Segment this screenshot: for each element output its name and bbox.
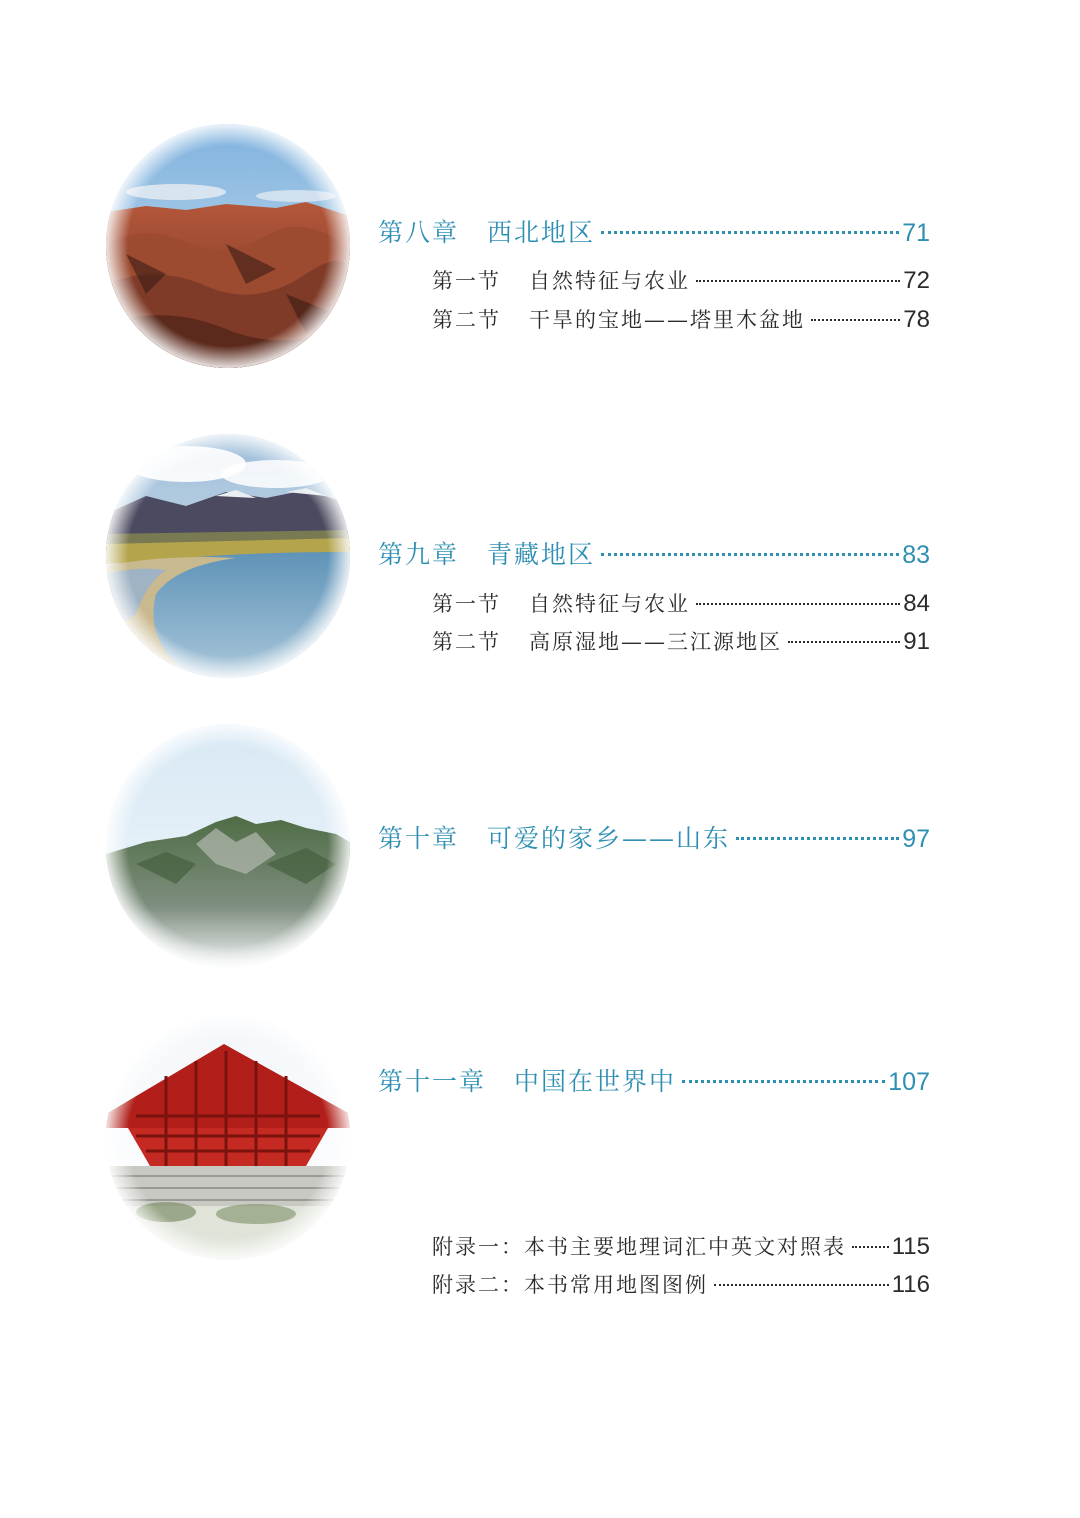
chapter-title: 西北地区 [487, 218, 596, 247]
leader-dots [736, 837, 899, 840]
section-title: 自然特征与农业 [529, 269, 690, 293]
chapter-row[interactable] [378, 819, 930, 855]
leader-dots [788, 641, 900, 643]
chapter-title: 青藏地区 [487, 540, 596, 569]
section-row[interactable] [432, 265, 930, 295]
plateau-lake-photo [106, 434, 350, 678]
leader-dots [714, 1284, 889, 1286]
section-title: 自然特征与农业 [529, 592, 690, 616]
appendix-title: 附录一：本书主要地理词汇中英文对照表 [432, 1235, 846, 1259]
leader-dots [811, 319, 900, 321]
china-pavilion-photo [106, 1016, 350, 1260]
page-number: 84 [903, 590, 930, 617]
leader-dots [601, 553, 899, 556]
section-row[interactable] [432, 304, 930, 334]
page-number: 78 [903, 306, 930, 333]
chapter-label: 第九章 [378, 540, 460, 569]
page-number: 83 [902, 541, 930, 569]
appendix-row[interactable] [432, 1231, 930, 1261]
chapter-label: 第十章 [378, 824, 460, 853]
chapter-label: 第八章 [378, 218, 460, 247]
section-title: 高原湿地——三江源地区 [529, 630, 782, 654]
page-number: 116 [891, 1271, 930, 1298]
page-number: 97 [902, 825, 930, 853]
leader-dots [696, 603, 900, 605]
appendix-row[interactable] [432, 1269, 930, 1299]
chapter-label: 第十一章 [378, 1067, 487, 1096]
section-title: 干旱的宝地——塔里木盆地 [529, 308, 805, 332]
section-label: 第一节 [432, 269, 501, 293]
page-number: 91 [903, 628, 930, 655]
chapter-title: 可爱的家乡——山东 [487, 824, 731, 853]
section-row[interactable] [432, 588, 930, 618]
section-label: 第二节 [432, 630, 501, 654]
mountain-photo [106, 724, 350, 968]
section-label: 第一节 [432, 592, 501, 616]
section-label: 第二节 [432, 308, 501, 332]
page-number: 72 [903, 267, 930, 294]
desert-landform-photo [106, 124, 350, 368]
page-number: 71 [902, 219, 930, 247]
leader-dots [696, 280, 900, 282]
leader-dots [682, 1080, 885, 1083]
leader-dots [852, 1246, 889, 1248]
page-number: 107 [888, 1068, 930, 1096]
leader-dots [601, 231, 899, 234]
chapter-row[interactable] [378, 535, 930, 571]
appendix-title: 附录二：本书常用地图图例 [432, 1273, 708, 1297]
chapter-row[interactable] [378, 213, 930, 249]
page-number: 115 [891, 1233, 930, 1260]
section-row[interactable] [432, 626, 930, 656]
chapter-row[interactable] [378, 1062, 930, 1098]
chapter-title: 中国在世界中 [514, 1067, 677, 1096]
